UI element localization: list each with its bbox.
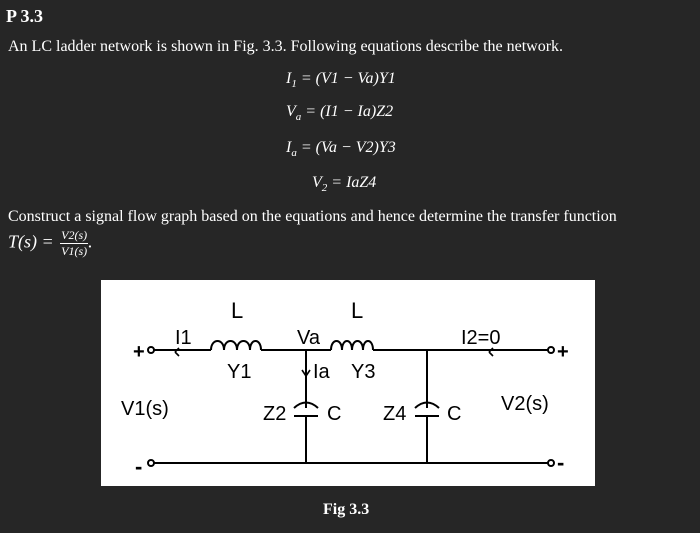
input-voltage-label: V1(s) bbox=[121, 398, 169, 420]
admittance-y1-label: Y1 bbox=[227, 361, 252, 383]
impedance-z2-label: Z2 bbox=[263, 403, 287, 425]
output-terminal-top bbox=[548, 347, 554, 353]
output-current-label: I2=0 bbox=[461, 327, 501, 349]
output-terminal-bottom bbox=[548, 460, 554, 466]
admittance-y3-label: Y3 bbox=[351, 361, 376, 383]
output-plus-sign: + bbox=[557, 341, 569, 363]
impedance-z4-label: Z4 bbox=[383, 403, 407, 425]
inductor-1-icon bbox=[211, 341, 261, 350]
tf-denominator: V1(s) bbox=[61, 244, 88, 258]
transfer-function-fraction bbox=[60, 228, 88, 259]
problem-id: P 3.3 bbox=[6, 6, 44, 26]
problem-intro: An LC ladder network is shown in Fig. 3.3. Following equations describe the network. bbox=[8, 38, 564, 55]
input-terminal-top bbox=[148, 347, 154, 353]
capacitor-1-label: C bbox=[327, 403, 342, 425]
equation-1: $I_1 = (V1 - Va)Y1$ bbox=[286, 70, 396, 91]
capacitor-2-label: C bbox=[447, 403, 462, 425]
output-voltage-label: V2(s) bbox=[501, 393, 549, 415]
task-text: Construct a signal flow graph based on the equations and hence determine the transfer function bbox=[8, 208, 617, 225]
input-plus-sign: + bbox=[133, 341, 145, 363]
equation-3: $I_a = (Va - V2)Y3$ bbox=[286, 139, 396, 160]
ladder-network-diagram bbox=[101, 280, 595, 486]
circuit-figure bbox=[101, 280, 595, 486]
current-ia-label: Ia bbox=[313, 361, 330, 383]
equation-2: $V_a = (I1 - Ia)Z2$ bbox=[286, 103, 394, 124]
figure-caption: Fig 3.3 bbox=[323, 501, 370, 518]
transfer-function: T(s) = $\frac{V2(s)}{V1(s)}$ . bbox=[8, 228, 93, 258]
input-terminal-bottom bbox=[148, 460, 154, 466]
inductor-2-label: L bbox=[351, 298, 364, 323]
inductor-2-icon bbox=[331, 341, 373, 350]
inductor-1-label: L bbox=[231, 298, 244, 323]
current-i1-label: I1 bbox=[175, 327, 192, 349]
output-minus-sign: - bbox=[557, 450, 565, 475]
tf-numerator: V2(s) bbox=[61, 228, 88, 242]
node-va-label: Va bbox=[297, 327, 320, 349]
equation-4: $V_2 = IaZ4$ bbox=[312, 174, 377, 195]
input-minus-sign: - bbox=[135, 454, 143, 479]
